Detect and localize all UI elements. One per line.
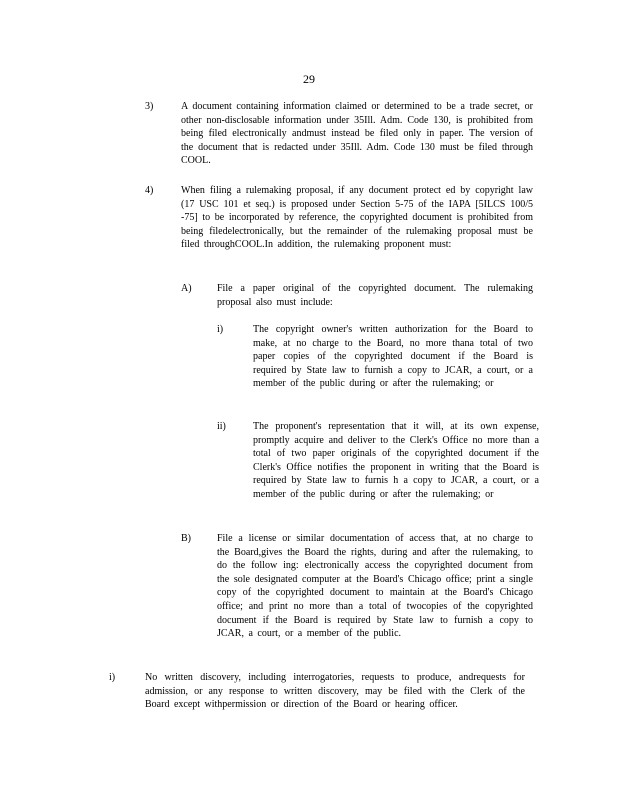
list-marker: ii): [217, 421, 226, 432]
list-item-A: [181, 282, 541, 310]
list-item-text: When filing a rulemaking proposal, if any document protect ed by copyright law (17 USC 101 et seq.) is proposed under Section 5-75 of the IAPA [5ILCS 100/5 -75] to be incorporated by reference, the copyrighted document is prohibited from being filedelectronically, but the remainder of the rulemaking proposal must be filed throughCOOL.In addition, the rulemaking proponent must:: [181, 185, 533, 251]
list-item-B: [181, 532, 541, 656]
list-item-i: [217, 323, 537, 405]
page-number: 29: [303, 72, 315, 86]
list-marker: A): [181, 283, 192, 294]
list-marker: 4): [145, 185, 154, 196]
list-item-text: File a paper original of the copyrighted document. The rulemaking proposal also must include:: [217, 283, 533, 308]
list-marker: i): [217, 324, 224, 335]
list-item-text: The copyright owner's written authorization for the Board to make, at no charge to the Board, no more thana total of two paper copies of the copyrighted document if the Board is required by State law to furnish a copy to JCAR, a court, or a member of the public during or after the rulemaking; or: [253, 324, 533, 390]
list-marker: 3): [145, 101, 154, 112]
list-item-text: A document containing information claimed or determined to be a trade secret, or other non-disclosable information under 35Ill. Adm. Code 130, is prohibited from being filed electronically andmust instead be filed only in paper. The version of the document that is redacted under 35Ill. Adm. Code 130 must be filed through COOL.: [181, 101, 533, 167]
list-item-4: [145, 184, 545, 266]
list-item-text: The proponent's representation that it will, at its own expense, promptly acquire and deliver to the Clerk's Office no more than a total of two paper originals of the copyrighted document if the Clerk's Office notifies the proponent in writing that the Board is required by State law to furnis h a copy to JCAR, a court, or a member of the public during or after the rulemaking; or: [253, 421, 539, 500]
list-item-text: No written discovery, including interrogatories, requests to produce, andrequests for admission, or any response to written discovery, may be filed with the Clerk of the Board except withpermission or direction of the Board or hearing officer.: [145, 672, 525, 711]
list-item-section-i: [109, 671, 529, 713]
list-item-text: File a license or similar documentation of access that, at no charge to the Board,gives the Board the rights, during and after the rulemaking, to do the follow ing: electronically access the copyrighted document from the sole designated computer at the Board's Chicago office; print a single copy of the copyrighted document to maintain at the Board's Chicago office; and print no more than a total of twocopies of the copyrighted document if the Board is required by State law to furnish a copy to JCAR, a court, or a member of the public.: [217, 533, 533, 640]
list-item-3: [145, 100, 545, 168]
list-marker: i): [109, 672, 116, 683]
list-marker: B): [181, 533, 191, 544]
list-item-ii: [217, 420, 541, 516]
